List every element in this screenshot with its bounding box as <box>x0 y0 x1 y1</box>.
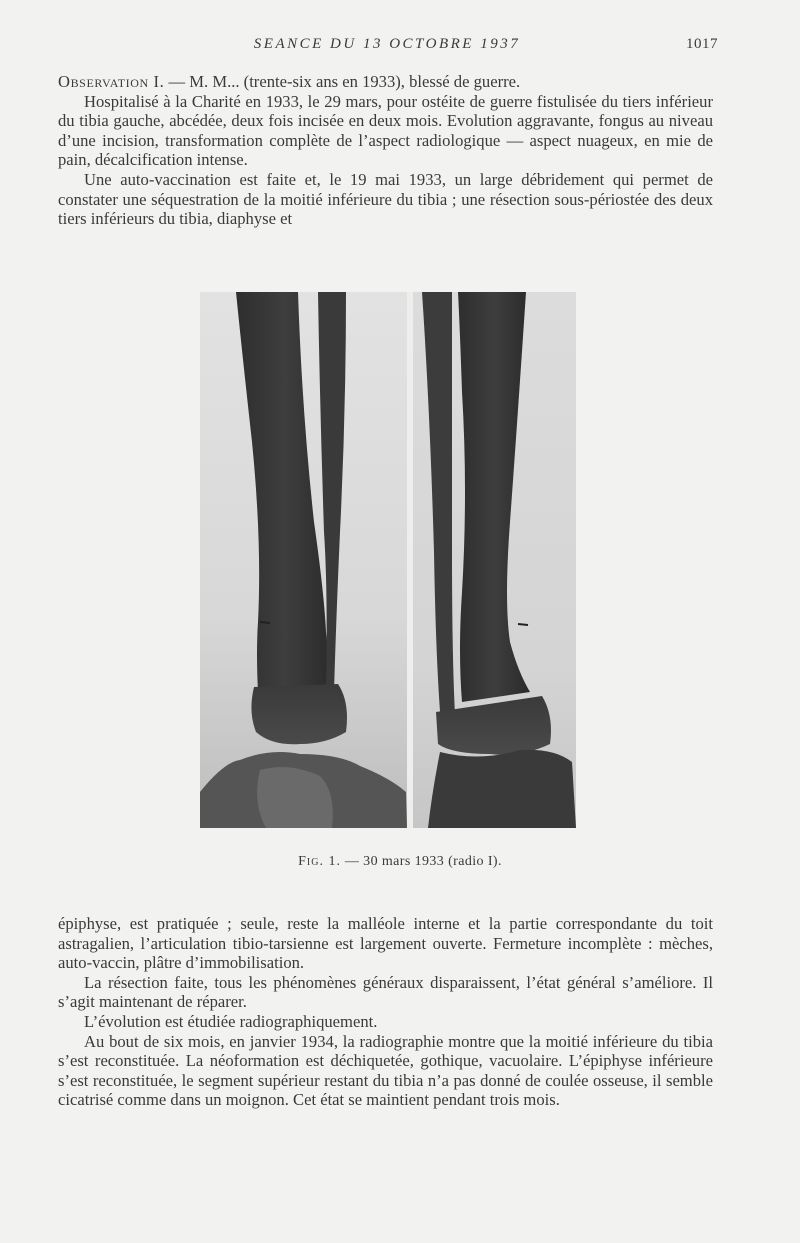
paragraph-resection-continued: épiphyse, est pratiquée ; seule, reste la malléole interne et la partie correspondante du toit astragalien, l’articulation tibio-tarsienne est largement ouverte. Fermeture incomplète : mèches, auto-vaccin, plâtre d’immobilisation. <box>58 914 713 973</box>
figure-label: Fig. 1. <box>298 854 341 869</box>
paragraph-auto-vaccination: Une auto-vaccination est faite et, le 19 mai 1933, un large débridement qui permet de constater une séquestration de la moitié inférieure du tibia ; une résection sous-périostée des deux tiers inférieurs du tibia, diaphyse et <box>58 169 713 229</box>
paragraph-resection-result: La résection faite, tous les phénomènes généraux disparaissent, l’état général s’améliore. Il s’agit maintenant de réparer. <box>58 972 713 1012</box>
observation-heading-paragraph <box>58 72 713 92</box>
observation-label: Observation I. <box>58 72 165 91</box>
running-head <box>58 36 716 56</box>
figure-caption-text: — 30 mars 1933 (radio I). <box>340 854 502 869</box>
xray-figure <box>200 292 576 828</box>
plate-divider <box>407 292 413 828</box>
paragraph-hospitalisation: Hospitalisé à la Charité en 1933, le 29 mars, pour ostéite de guerre fistulisée du tiers inférieur du tibia gauche, abcédée, deux fois incisée en deux mois. Evolution aggravante, fongus au niveau d’une incision, transformation complète de l’aspect radiologique — aspect nuageux, en mie de pain, décalcification intense. <box>58 91 713 170</box>
paragraph-radiographic-study: L’évolution est étudiée radiographiquement. <box>84 1011 378 1031</box>
xray-image <box>200 292 576 828</box>
radiograph-right <box>413 292 576 828</box>
text-block-top <box>58 72 713 229</box>
observation-intro: — M. M... (trente-six ans en 1933), blessé de guerre. <box>164 72 521 91</box>
radiograph-left <box>200 292 407 828</box>
running-title: SEANCE DU 13 OCTOBRE 1937 <box>253 36 521 52</box>
text-block-bottom <box>58 914 713 1110</box>
page-number: 1017 <box>686 36 718 52</box>
figure-caption <box>0 854 800 870</box>
paragraph-six-months: Au bout de six mois, en janvier 1934, la radiographie montre que la moitié inférieure du tibia s’est reconstituée. La néoformation est déchiquetée, gothique, vacuolaire. L’épiphyse inférieure s’est reconstituée, le segment supérieur restant du tibia n’a pas donné de coulée osseuse, il semble cicatrisé comme dans un moignon. Cet état se maintient pendant trois mois. <box>58 1031 713 1110</box>
